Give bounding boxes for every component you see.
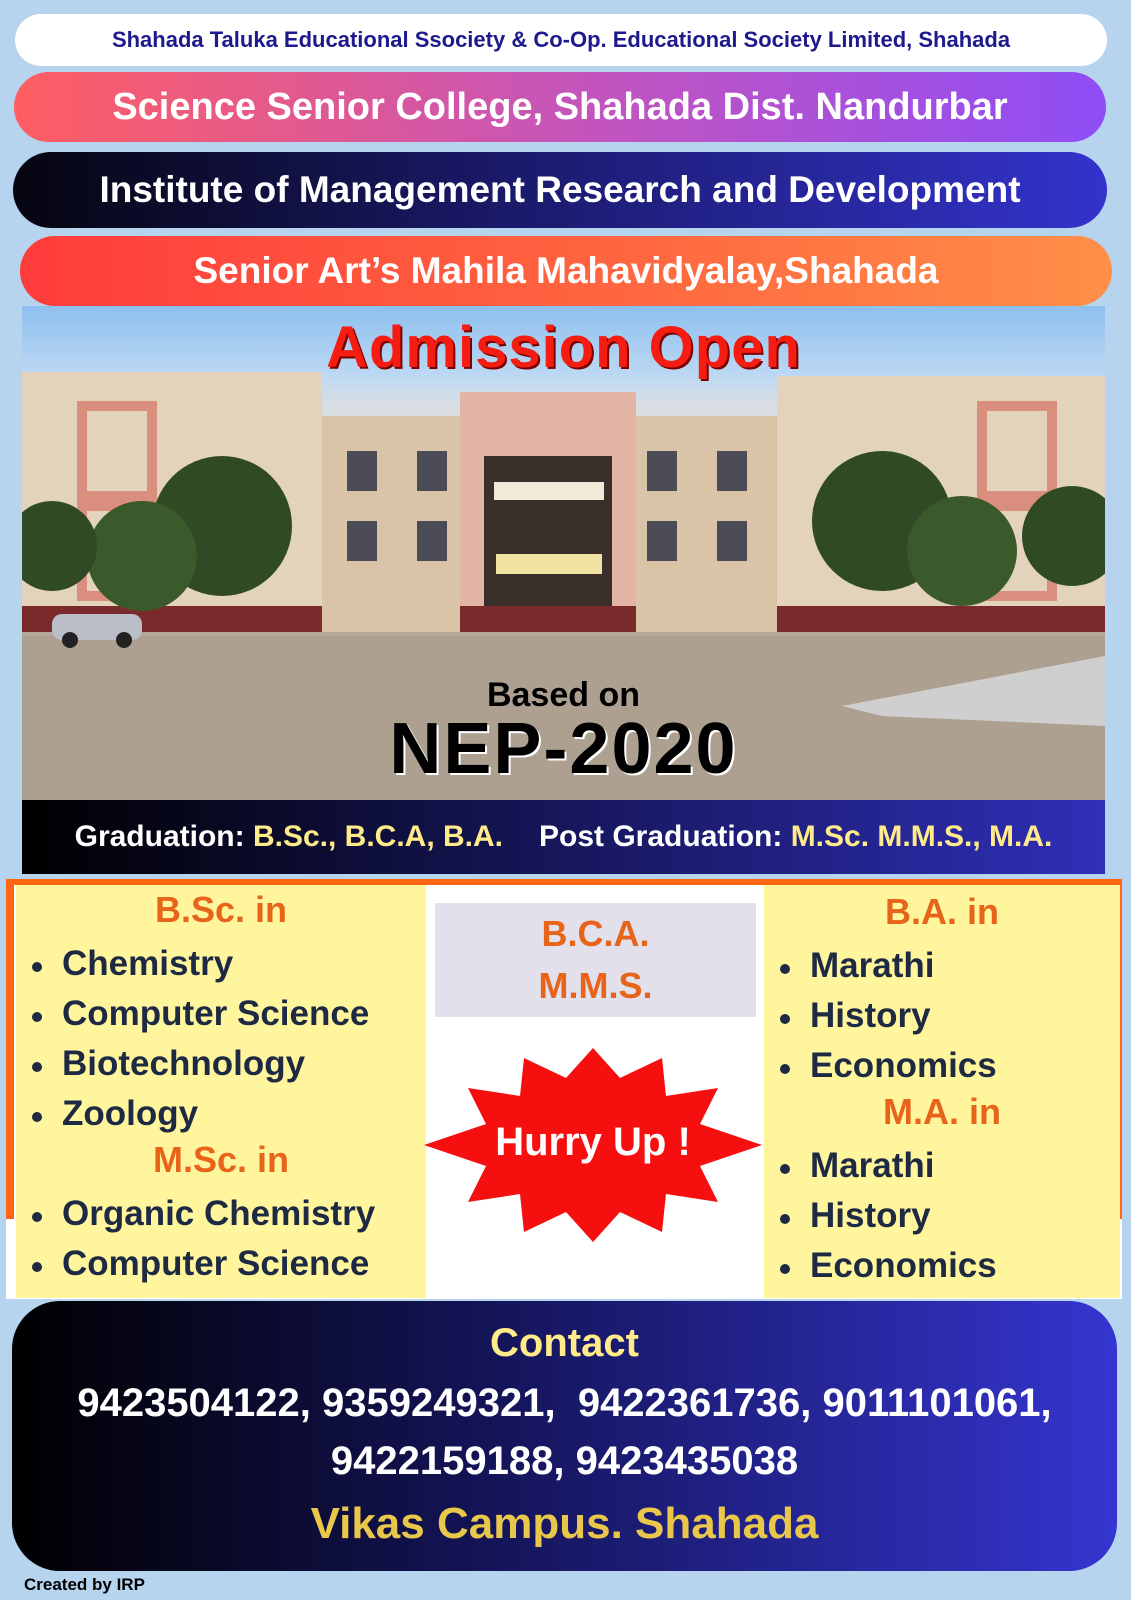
bsc-list (16, 939, 426, 1139)
list-item: Computer Science (16, 989, 426, 1039)
ma-list (764, 1141, 1120, 1291)
graduation-label: Graduation: (74, 820, 245, 853)
ba-list (764, 941, 1120, 1091)
panel-border-left (6, 879, 14, 1219)
list-item: Economics (764, 1241, 1120, 1291)
graduation-group (75, 820, 503, 854)
msc-list (16, 1189, 426, 1289)
hurry-up-text: Hurry Up ! (495, 1120, 691, 1164)
graduation-value: B.Sc., B.C.A, B.A. (252, 820, 503, 853)
phone-numbers-line-2: 9422159188, 9423435038 (330, 1439, 799, 1483)
list-item: History (764, 1191, 1120, 1241)
post-graduation-value: M.Sc. M.M.S., M.A. (790, 820, 1053, 853)
college-building-photo (22, 306, 1105, 800)
society-banner: Shahada Taluka Educational Ssociety & Co-Op. Educational Society Limited, Shahada (15, 14, 1107, 66)
ma-heading: M.A. in (883, 1091, 1001, 1132)
bca-mms-box (435, 903, 756, 1017)
college-banner-science: Science Senior College, Shahada Dist. Nandurbar (14, 72, 1106, 142)
nep-2020-label: NEP-2020 (389, 709, 738, 789)
college-banner-arts: Senior Art’s Mahila Mahavidyalay,Shahada (20, 236, 1112, 306)
list-item: Organic Chemistry (16, 1189, 426, 1239)
list-item: Economics (764, 1041, 1120, 1091)
post-graduation-label: Post Graduation: (539, 820, 783, 853)
list-item: Zoology (16, 1089, 426, 1139)
science-courses-box (16, 885, 426, 1298)
ba-heading: B.A. in (885, 891, 999, 932)
list-item: Computer Science (16, 1239, 426, 1289)
msc-heading: M.Sc. in (152, 1139, 290, 1180)
bca-label: B.C.A. (541, 913, 650, 954)
arts-courses-box (764, 885, 1120, 1298)
list-item: Marathi (764, 1141, 1120, 1191)
college-banner-management: Institute of Management Research and Development (13, 152, 1107, 228)
post-graduation-group (539, 820, 1052, 854)
contact-panel (12, 1301, 1117, 1571)
created-by-credit: Created by IRP (24, 1575, 145, 1594)
mms-label: M.M.S. (538, 965, 653, 1006)
campus-address: Vikas Campus. Shahada (310, 1499, 819, 1548)
programmes-bar (22, 800, 1105, 874)
phone-numbers-line-1: 9423504122, 9359249321, 9422361736, 9011101061, (77, 1381, 1052, 1425)
list-item: Marathi (764, 941, 1120, 991)
list-item: Chemistry (16, 939, 426, 989)
admission-open-headline: Admission Open (326, 315, 801, 380)
based-on-label: Based on (486, 676, 641, 714)
bsc-heading: B.Sc. in (154, 889, 288, 930)
list-item: Biotechnology (16, 1039, 426, 1089)
contact-heading: Contact (490, 1321, 639, 1365)
list-item: History (764, 991, 1120, 1041)
